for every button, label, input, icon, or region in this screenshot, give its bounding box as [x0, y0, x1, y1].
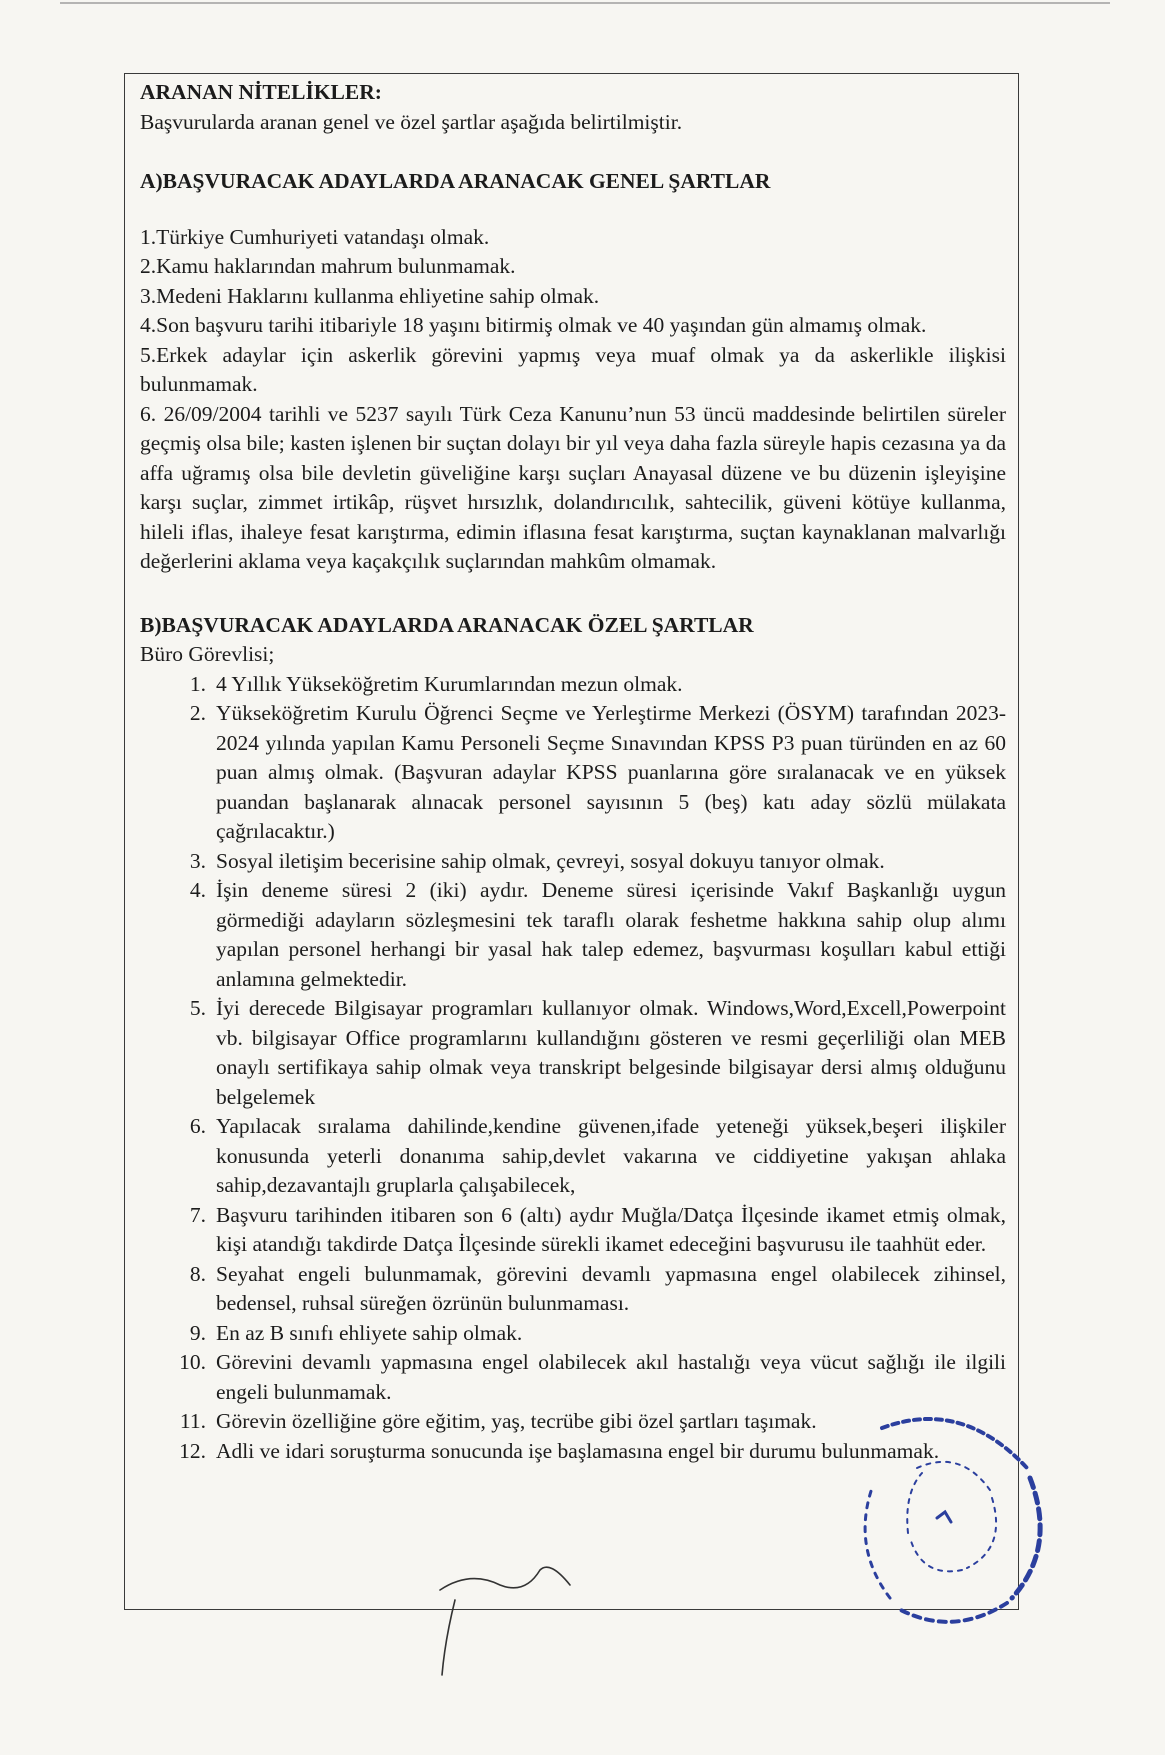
item-text: 4 Yıllık Yükseköğretim Kurumlarından mezun olmak. [216, 671, 683, 696]
general-requirement: 3.Medeni Haklarını kullanma ehliyetine sahip olmak. [140, 283, 600, 308]
item-text: Görevin özelliğine göre eğitim, yaş, tecrübe gibi özel şartları taşımak. [216, 1409, 817, 1433]
section-b-title: B)BAŞVURACAK ADAYLARDA ARANACAK ÖZEL ŞARTLAR [140, 612, 754, 637]
page-heading: ARANAN NİTELİKLER: [140, 80, 382, 104]
item-text: Seyahat engeli bulunmamak, görevini devamlı yapmasına engel olabilecek zihinsel, bedensel, ruhsal süreğen özrünün bulunmaması. [216, 1261, 1006, 1315]
item-number: 10. [179, 1350, 206, 1374]
official-stamp-icon [842, 1398, 1052, 1638]
general-requirement: 4.Son başvuru tarihi itibariyle 18 yaşını bitirmiş olmak ve 40 yaşından gün almamış olmak. [140, 313, 927, 337]
item-number: 1. [189, 671, 206, 696]
general-requirement: 6. 26/09/2004 tarihli ve 5237 sayılı Türk Ceza Kanunu’nun 53 üncü maddesinde belirtilen süreler geçmiş olsa bile; kasten işlenen bir suçtan dolayı bir yıl veya daha fazla süreyle hapis cezasına ya da affa uğramış olsa bile devletin güveliğine karşı suçları Anayasal düzene ve bu düzenin işleyişine karşı suçlar, zimmet irtikâp, rüşvet hırsızlık, dolandırıcılık, sahtecilik, güveni kötüye kullanma, hileli iflas, ihaleye fesat karıştırma, edimin iflasına fesat karıştırma, suçtan kaynaklanan malvarlığı değerlerini aklama veya kaçakçılık suçlarından mahkûm olmamak. [140, 401, 1006, 573]
special-requirement [140, 1319, 1006, 1349]
general-requirement: 1.Türkiye Cumhuriyeti vatandaşı olmak. [140, 224, 490, 249]
item-number: 3. [189, 848, 206, 873]
item-number: 4. [189, 878, 206, 902]
section-a-title: A)BAŞVURACAK ADAYLARDA ARANACAK GENEL ŞARTLAR [140, 169, 771, 193]
general-requirement: 2.Kamu haklarından mahrum bulunmamak. [140, 254, 516, 278]
special-requirement [140, 670, 1006, 700]
document-body [140, 78, 1006, 1466]
item-number: 11. [179, 1409, 206, 1433]
item-text: Yükseköğretim Kurulu Öğrenci Seçme ve Yerleştirme Merkezi (ÖSYM) tarafından 2023-2024 yılında yapılan Kamu Personeli Seçme Sınavından KPSS P3 puan türünden en az 60 puan almış olmak. (Başvuran adaylar KPSS puanlarına göre sıralanacak ve en yüksek puandan başlanarak alınacak personel sayısının 5 (beş) katı aday sözlü mülakata çağrılacaktır.) [216, 701, 1006, 843]
section-b-list [140, 670, 1006, 1467]
item-text: Yapılacak sıralama dahilinde,kendine güvenen,ifade yeteneği yüksek,beşeri ilişkiler konusunda yeterli donanıma sahip,devlet vakarına ve ciddiyetine yakışan ahlaka sahip,dezavantajlı gruplarla çalışabilecek, [216, 1114, 1006, 1197]
special-requirement [140, 699, 1006, 847]
item-number: 8. [189, 1261, 206, 1286]
page-top-rule [60, 2, 1110, 4]
item-text: Görevini devamlı yapmasına engel olabilecek akıl hastalığı veya vücut sağlığı ile ilgili engeli bulunmamak. [216, 1350, 1006, 1404]
section-a-list [140, 223, 1006, 577]
intro-text: Başvurularda aranan genel ve özel şartlar aşağıda belirtilmiştir. [140, 109, 683, 134]
signature-mark [430, 1560, 600, 1680]
item-text: Başvuru tarihinden itibaren son 6 (altı) aydır Muğla/Datça İlçesinde ikamet etmiş olmak, kişi atandığı takdirde Datça İlçesinde sürekli ikamet edeceğini başvurusu ile taahhüt eder. [216, 1202, 1006, 1256]
item-text: İşin deneme süresi 2 (iki) aydır. Deneme süresi içerisinde Vakıf Başkanlığı uygun görmediği adayların sözleşmesini tek taraflı olarak feshetme hakkına sahip olup alımı yapılan personel herhangi bir yasal hak talep edemez, başvurması koşulları kabul ettiği anlamına gelmektedir. [216, 878, 1006, 991]
item-text: En az B sınıfı ehliyete sahip olmak. [216, 1320, 523, 1345]
position-title: Büro Görevlisi; [140, 642, 275, 666]
special-requirement [140, 847, 1006, 877]
item-number: 5. [189, 996, 206, 1020]
special-requirement [140, 1112, 1006, 1201]
item-number: 12. [179, 1438, 206, 1463]
item-number: 6. [189, 1114, 206, 1138]
item-number: 7. [189, 1202, 206, 1227]
item-number: 2. [189, 701, 206, 725]
item-text: Adli ve idari soruşturma sonucunda işe başlamasına engel bir durumu bulunmamak. [216, 1438, 940, 1463]
special-requirement [140, 1201, 1006, 1260]
general-requirement: 5.Erkek adaylar için askerlik görevini yapmış veya muaf olmak ya da askerlikle ilişkisi bulunmamak. [140, 342, 1006, 396]
item-text: Sosyal iletişim becerisine sahip olmak, çevreyi, sosyal dokuyu tanıyor olmak. [216, 848, 885, 873]
special-requirement [140, 1260, 1006, 1319]
special-requirement [140, 994, 1006, 1112]
special-requirement [140, 876, 1006, 994]
item-text: İyi derecede Bilgisayar programları kullanıyor olmak. Windows,Word,Excell,Powerpoint vb. bilgisayar Office programlarını kullandığını gösteren ve resmi geçerliliği olan MEB onaylı sertifikaya sahip olmak veya transkript belgesinde bilgisayar dersi almış olduğunu belgelemek [216, 996, 1006, 1109]
item-number: 9. [189, 1320, 206, 1345]
